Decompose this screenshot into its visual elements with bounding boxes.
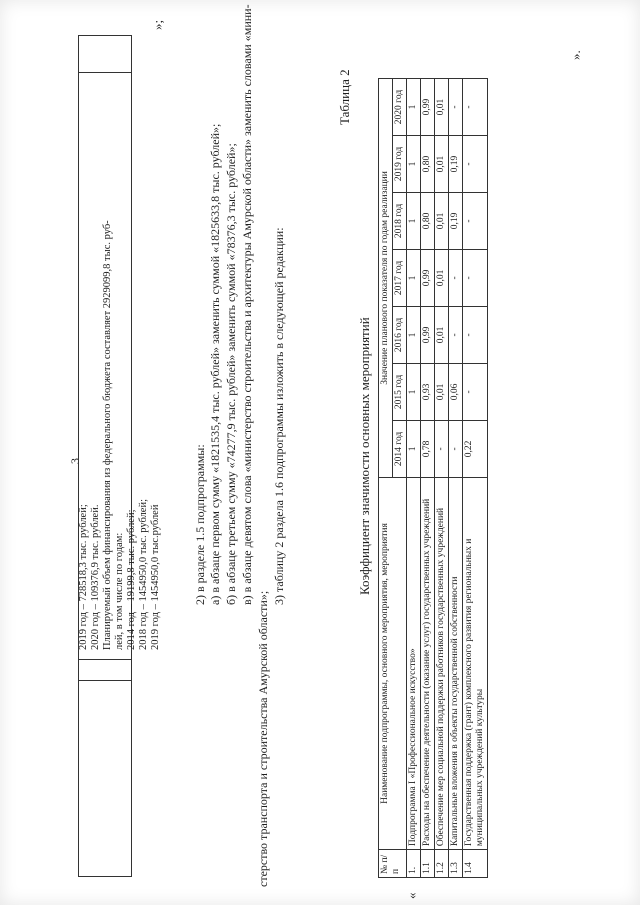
row-value: - bbox=[463, 136, 488, 193]
header-name: Наименование подпрограммы, основного мероприятия, мероприятия bbox=[379, 477, 407, 849]
row-value: 0,01 bbox=[435, 306, 449, 363]
row-value: - bbox=[449, 249, 463, 306]
row-name: Подпрограмма I «Профессиональное искусство» bbox=[407, 477, 421, 849]
row-value: - bbox=[463, 79, 488, 136]
table-header-row bbox=[379, 79, 393, 878]
funding-line: Планируемый объем финансирования из федерального бюджета составляет 2929099,8 тыс. руб- bbox=[102, 220, 113, 650]
closing-quote: ». bbox=[568, 50, 583, 60]
body-line: б) в абзаце третьем сумму «74277,9 тыс. рублей» заменить суммой «78376,3 тыс. рублей»; bbox=[224, 143, 238, 605]
body-line: 2) в разделе 1.5 подпрограммы: bbox=[193, 444, 207, 605]
row-num: 1.4 bbox=[463, 850, 488, 878]
row-value: 0,06 bbox=[449, 363, 463, 420]
table-row bbox=[407, 79, 421, 878]
table-label: Таблица 2 bbox=[337, 69, 352, 125]
table-row bbox=[463, 79, 488, 878]
row-value: 0,01 bbox=[435, 363, 449, 420]
row-num: 1. bbox=[407, 850, 421, 878]
row-value: 1 bbox=[407, 306, 421, 363]
funding-line: 2019 год – 728518,3 тыс. рублей; bbox=[78, 504, 89, 650]
row-name: Обеспечение мер социальной поддержки работников государственных учреждений bbox=[435, 477, 449, 849]
year-cell: 2020 год bbox=[393, 79, 407, 136]
row-value: 0,19 bbox=[449, 136, 463, 193]
funding-line: 2018 год – 1454950,0 тыс. рублей; bbox=[138, 498, 149, 650]
year-cell: 2016 год bbox=[393, 306, 407, 363]
body-line: стерство транспорта и строительства Амурской области»; bbox=[256, 590, 270, 887]
row-value: 0,19 bbox=[449, 192, 463, 249]
row-value: 1 bbox=[407, 136, 421, 193]
row-name: Государственная поддержка (грант) комплексного развития региональных и муниципальных учреждений культуры bbox=[463, 477, 488, 849]
year-cell: 2019 год bbox=[393, 136, 407, 193]
row-value: 0,01 bbox=[435, 192, 449, 249]
row-value: 1 bbox=[407, 363, 421, 420]
header-group: Значение планового показателя по годам реализации bbox=[379, 79, 393, 478]
row-value: - bbox=[435, 420, 449, 477]
table-title: Коэффициент значимости основных мероприятий bbox=[357, 317, 372, 595]
body-line: 3) таблицу 2 раздела 1.6 подпрограммы изложить в следующей редакции: bbox=[272, 227, 286, 605]
page-number: 3 bbox=[68, 458, 82, 464]
row-value: 0,80 bbox=[421, 192, 435, 249]
box-divider bbox=[79, 680, 131, 681]
row-value: 0,01 bbox=[435, 79, 449, 136]
opening-quote: « bbox=[404, 892, 419, 899]
row-value: 0,78 bbox=[421, 420, 435, 477]
row-value: 0,22 bbox=[463, 420, 488, 477]
box-divider bbox=[79, 659, 131, 660]
year-cell: 2018 год bbox=[393, 192, 407, 249]
row-value: - bbox=[449, 420, 463, 477]
row-value: 0,80 bbox=[421, 136, 435, 193]
row-value: 0,99 bbox=[421, 249, 435, 306]
row-num: 1.1 bbox=[421, 850, 435, 878]
row-name: Расходы на обеспечение деятельности (оказание услуг) государственных учреждений bbox=[421, 477, 435, 849]
row-num: 1.3 bbox=[449, 850, 463, 878]
table-row bbox=[435, 79, 449, 878]
body-line: в) в абзаце девятом слова «министерство строительства и архитектуры Амурской области» заменить словами «мини- bbox=[240, 4, 254, 605]
row-name: Капитальные вложения в объекты государственной собственности bbox=[449, 477, 463, 849]
row-value: 0,99 bbox=[421, 306, 435, 363]
row-value: - bbox=[463, 249, 488, 306]
table-row bbox=[449, 79, 463, 878]
row-value: - bbox=[463, 363, 488, 420]
row-value: - bbox=[449, 79, 463, 136]
row-value: 0,93 bbox=[421, 363, 435, 420]
body-line: а) в абзаце первом сумму «1821535,4 тыс. рублей» заменить суммой «1825633,8 тыс. рублей»; bbox=[208, 123, 222, 605]
row-value: 0,01 bbox=[435, 249, 449, 306]
funding-line: лей, в том числе по годам: bbox=[114, 532, 125, 650]
row-value: - bbox=[463, 192, 488, 249]
header-num: № п/п bbox=[379, 850, 407, 878]
row-value: - bbox=[463, 306, 488, 363]
funding-line: 2014 год – 19199,8 тыс. рублей; bbox=[126, 509, 137, 650]
funding-line: 2019 год – 1454950,0 тыс.рублей bbox=[150, 504, 161, 650]
funding-line: 2020 год – 109376,9 тыс. рублей. bbox=[90, 504, 101, 650]
row-value: 0,99 bbox=[421, 79, 435, 136]
row-value: 1 bbox=[407, 420, 421, 477]
year-cell: 2015 год bbox=[393, 363, 407, 420]
row-value: 1 bbox=[407, 79, 421, 136]
significance-table bbox=[378, 78, 488, 878]
year-cell: 2014 год bbox=[393, 420, 407, 477]
table-row bbox=[421, 79, 435, 878]
year-cell: 2017 год bbox=[393, 249, 407, 306]
row-value: 1 bbox=[407, 249, 421, 306]
row-num: 1.2 bbox=[435, 850, 449, 878]
row-value: 1 bbox=[407, 192, 421, 249]
box-divider bbox=[79, 72, 131, 73]
row-value: 0,01 bbox=[435, 136, 449, 193]
row-value: - bbox=[449, 306, 463, 363]
closing-quote-top: »; bbox=[150, 19, 165, 30]
